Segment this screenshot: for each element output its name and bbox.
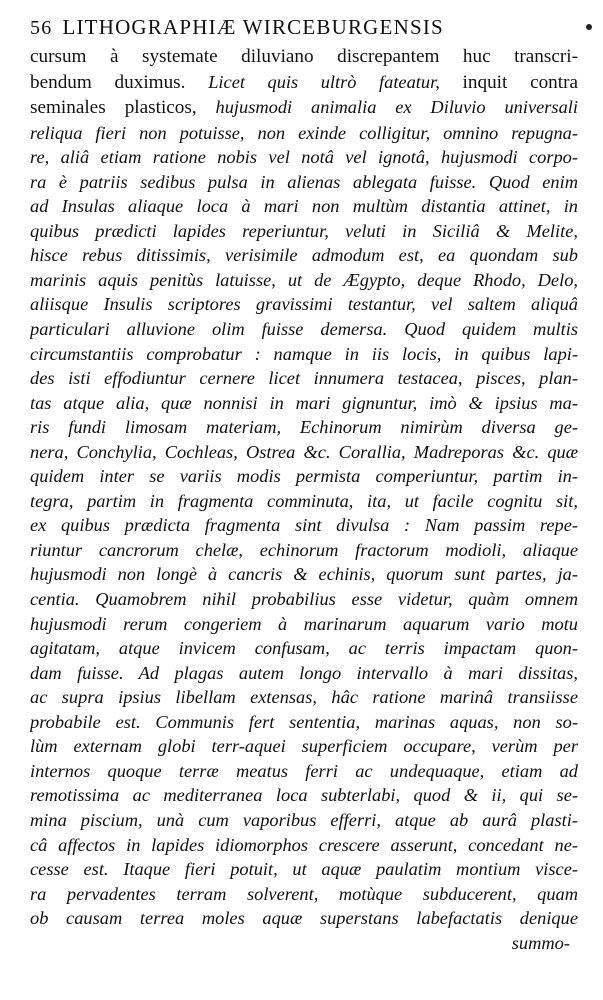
text-line bbox=[30, 464, 578, 489]
text-line bbox=[30, 145, 578, 170]
text-line bbox=[30, 562, 578, 587]
italic-text-segment: Licet quis ultrò fateatur, bbox=[208, 71, 440, 92]
roman-text-segment: inquit contra bbox=[439, 71, 578, 93]
text-line bbox=[30, 489, 578, 514]
text-line bbox=[30, 292, 578, 317]
text-line bbox=[30, 70, 578, 96]
catchword-text: summo- bbox=[511, 932, 570, 953]
italic-text-segment: remotissima ac mediterranea loca subterlabi, quod & ii, qui se- bbox=[30, 785, 578, 806]
text-line bbox=[30, 194, 578, 219]
italic-text-segment: ra pervadentes terram solverent, motùque subducerent, quam bbox=[30, 883, 578, 904]
italic-text-segment: hujusmodi animalia ex Diluvio universali bbox=[196, 97, 578, 118]
roman-text-segment: seminales plasticos, bbox=[30, 97, 197, 119]
text-line bbox=[30, 170, 578, 195]
italic-text-segment: câ affectos in lapides idiomorphos crescere asserunt, concedant ne- bbox=[30, 834, 578, 855]
italic-text-segment: des isti effodiuntur cernere licet innumera testacea, pisces, plan- bbox=[30, 368, 578, 389]
text-line bbox=[30, 612, 578, 637]
italic-text-segment: hujusmodi non longè à cancris & echinis, quorum sunt partes, ja- bbox=[30, 564, 578, 585]
text-line bbox=[30, 44, 578, 70]
text-line bbox=[30, 636, 578, 661]
italic-text-segment: reliqua fieri non potuisse, non exinde colligitur, omnino repugna- bbox=[30, 122, 578, 143]
text-line bbox=[30, 587, 578, 612]
italic-text-segment: agitatam, atque invicem confusam, ac terris impactam quon- bbox=[30, 638, 578, 659]
text-line bbox=[30, 342, 578, 367]
italic-text-segment: quidem inter se variis modis permista comperiuntur, partim in- bbox=[30, 466, 578, 487]
italic-text-segment: riuntur cancrorum chelæ, echinorum fractorum modioli, aliaque bbox=[30, 539, 578, 560]
italic-text-segment: mina piscium, unà cum vaporibus efferri, atque ab aurâ plasti- bbox=[30, 809, 578, 830]
italic-text-segment: lùm externam globi terr-aquei superficiem occupare, verùm per bbox=[30, 736, 578, 757]
edge-mark-dot bbox=[586, 24, 592, 30]
italic-text-segment: ac supra ipsius libellam extensas, hâc ratione marinâ transiisse bbox=[30, 687, 578, 708]
text-line bbox=[30, 513, 578, 538]
text-line bbox=[30, 243, 578, 268]
text-line bbox=[30, 808, 578, 833]
text-line bbox=[30, 366, 578, 391]
italic-text-segment: hujusmodi rerum congeriem à marinarum aquarum vario motu bbox=[30, 613, 578, 634]
italic-text-segment: cesse est. Itaque fieri potuit, ut aquæ paulatim montium visce- bbox=[30, 859, 578, 880]
text-line bbox=[30, 538, 578, 563]
text-line bbox=[30, 415, 578, 440]
text-line bbox=[30, 391, 578, 416]
text-line bbox=[30, 95, 578, 121]
roman-text-segment: bendum duximus. bbox=[30, 71, 209, 93]
italic-text-segment: ex quibus prædicta fragmenta sint divulsa : Nam passim repe- bbox=[30, 515, 578, 536]
text-line bbox=[30, 710, 578, 735]
body-text bbox=[30, 44, 578, 931]
italic-text-segment: quibus prædicti lapides reperiuntur, veluti in Siciliâ & Melite, bbox=[30, 220, 578, 241]
text-line bbox=[30, 121, 578, 146]
text-line bbox=[30, 440, 578, 465]
italic-text-segment: hisce rebus ditissimis, verisimile admodum est, ea quondam sub bbox=[30, 245, 578, 266]
roman-text-segment: cursum à systemate diluviano discrepantem huc transcri- bbox=[30, 46, 578, 67]
text-line bbox=[30, 685, 578, 710]
italic-text-segment: centia. Quamobrem nihil probabilius esse videtur, quàm omnem bbox=[30, 589, 578, 610]
italic-text-segment: marinis aquis penitùs latuisse, ut de Ægypto, deque Rhodo, Delo, bbox=[30, 269, 578, 290]
text-line bbox=[30, 882, 578, 907]
running-title: LITHOGRAPHIÆ WIRCEBURGENSIS bbox=[62, 15, 444, 39]
text-line bbox=[30, 317, 578, 342]
text-line bbox=[30, 783, 578, 808]
running-head bbox=[30, 10, 578, 44]
text-line bbox=[30, 268, 578, 293]
italic-text-segment: tegra, partim in fragmenta comminuta, ita, ut facile cognitu sit, bbox=[30, 490, 578, 511]
italic-text-segment: re, aliâ etiam ratione nobis vel notâ vel ignotâ, hujusmodi corpo- bbox=[30, 147, 578, 168]
text-line bbox=[30, 219, 578, 244]
italic-text-segment: particulari alluvione olim fuisse demersa. Quod quidem multis bbox=[30, 319, 578, 340]
text-line bbox=[30, 857, 578, 882]
italic-text-segment: circumstantiis comprobatur : namque in iis locis, in quibus lapi- bbox=[30, 343, 578, 364]
italic-text-segment: tas atque alia, quæ nonnisi in mari gignuntur, imò & ipsius ma- bbox=[30, 392, 578, 413]
italic-text-segment: aliisque Insulis scriptores gravissimi testantur, vel saltem aliquâ bbox=[30, 294, 578, 315]
text-line bbox=[30, 906, 578, 931]
text-line bbox=[30, 759, 578, 784]
italic-text-segment: ra è patriis sedibus pulsa in alienas ablegata fuisse. Quod enim bbox=[30, 171, 578, 192]
page-number: 56 bbox=[30, 17, 53, 39]
italic-text-segment: ris fundi limosam materiam, Echinorum nimirùm diversa ge- bbox=[30, 417, 578, 438]
text-line bbox=[30, 833, 578, 858]
book-page bbox=[30, 10, 578, 990]
text-line bbox=[30, 734, 578, 759]
italic-text-segment: ob causam terrea moles aquæ superstans labefactatis denique bbox=[30, 908, 578, 929]
italic-text-segment: internos quoque terræ meatus ferri ac undequaque, etiam ad bbox=[30, 760, 578, 781]
italic-text-segment: ad Insulas aliaque loca à mari non multùm distantia attinet, in bbox=[30, 196, 578, 217]
text-line bbox=[30, 661, 578, 686]
catchword bbox=[30, 931, 578, 956]
italic-text-segment: nera, Conchylia, Cochleas, Ostrea &c. Corallia, Madreporas &c. quæ bbox=[30, 441, 578, 462]
italic-text-segment: probabile est. Communis fert sententia, marinas aquas, non so- bbox=[30, 711, 578, 732]
italic-text-segment: dam fuisse. Ad plagas autem longo intervallo à mari dissitas, bbox=[30, 662, 578, 683]
